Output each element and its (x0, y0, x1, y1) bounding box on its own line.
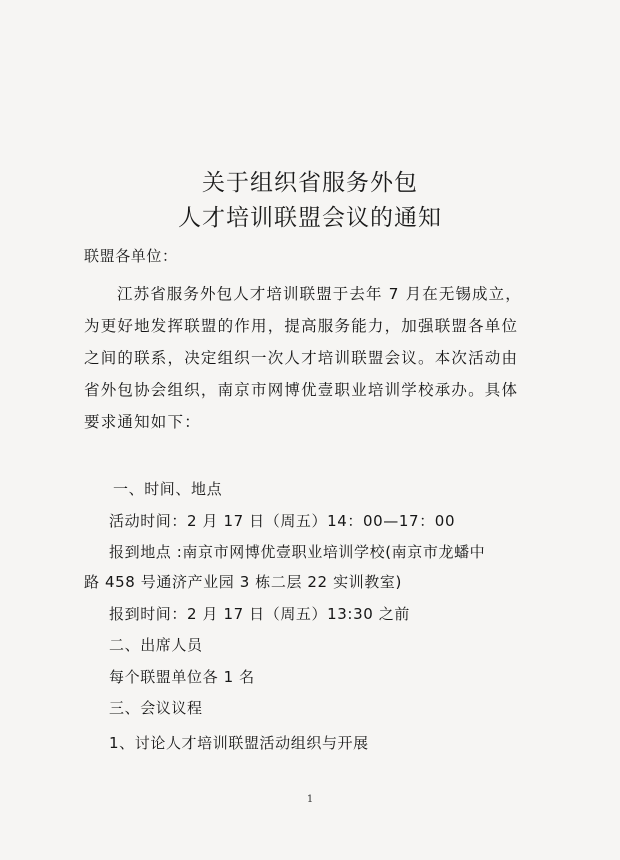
section-3-heading: 三、会议议程 (109, 699, 203, 717)
salutation: 联盟各单位： (84, 247, 178, 265)
checkin-time: 报到时间：2 月 17 日（周五）13:30 之前 (109, 605, 410, 623)
title-line-2: 人才培训联盟会议的通知 (178, 205, 442, 231)
paragraph-line-1: 江苏省服务外包人才培训联盟于去年 7 月在无锡成立， (117, 285, 522, 303)
attendees: 每个联盟单位各 1 名 (109, 668, 255, 686)
paragraph-line-2: 为更好地发挥联盟的作用，提高服务能力，加强联盟各单位 (84, 317, 519, 335)
paragraph-line-3: 之间的联系，决定组织一次人才培训联盟会议。本次活动由 (84, 349, 519, 367)
activity-time: 活动时间：2 月 17 日（周五）14：00—17：00 (109, 512, 456, 530)
title-line-1: 关于组织省服务外包 (202, 170, 418, 196)
section-2-heading: 二、出席人员 (109, 636, 203, 654)
agenda-item-1: 1、讨论人才培训联盟活动组织与开展 (109, 734, 369, 752)
paragraph-line-5: 要求通知如下： (84, 413, 201, 431)
section-1-heading: 一、时间、地点 (113, 480, 223, 498)
paragraph-line-4: 省外包协会组织，南京市网博优壹职业培训学校承办。具体 (84, 381, 519, 399)
checkin-place-line-1: 报到地点 :南京市网博优壹职业培训学校(南京市龙蟠中 (109, 543, 486, 561)
checkin-place-line-2: 路 458 号通济产业园 3 栋二层 22 实训教室) (84, 573, 402, 591)
page-number: 1 (306, 794, 314, 805)
